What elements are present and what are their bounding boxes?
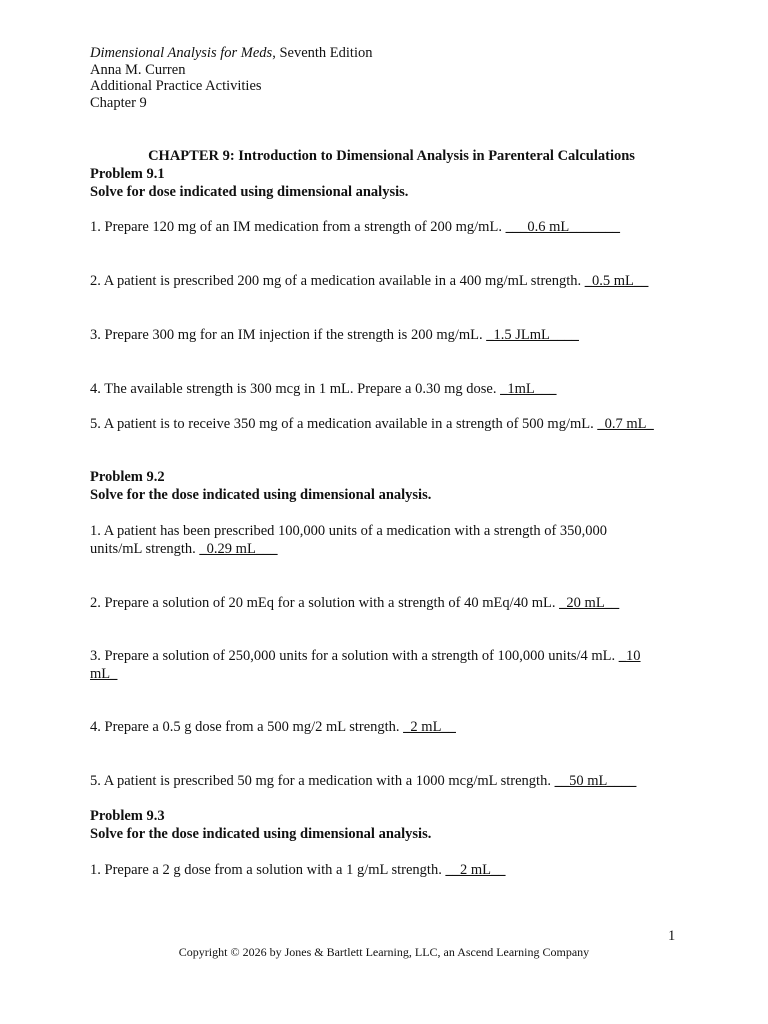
item-answer: _0.5 mL__ — [584, 273, 649, 289]
header-chapter: Chapter 9 — [90, 94, 147, 111]
item-answer: __2 mL__ — [445, 862, 506, 878]
problem-title: Problem 9.2 — [90, 469, 165, 485]
copyright-footer: Copyright © 2026 by Jones & Bartlett Learning, LLC, an Ascend Learning Company — [178, 945, 590, 959]
problem-item — [90, 219, 620, 237]
problem-title: Problem 9.3 — [90, 808, 165, 824]
item-text: 1. A patient has been prescribed 100,000 units of a medication with a strength of 350,000 — [90, 523, 608, 539]
problem-item — [90, 381, 556, 399]
header-book-line — [90, 45, 690, 62]
item-answer: _0.7 mL_ — [597, 416, 654, 432]
item-answer: _10 — [618, 648, 641, 664]
item-text: 1. Prepare 120 mg of an IM medication from a strength of 200 mg/mL. — [90, 219, 502, 235]
problem-item — [90, 595, 619, 613]
problem-item — [90, 773, 636, 791]
chapter-title: CHAPTER 9: Introduction to Dimensional Analysis in Parenteral Calculations — [148, 148, 635, 164]
item-answer: mL_ — [90, 666, 118, 682]
header-author: Anna M. Curren — [90, 61, 186, 78]
item-answer: _2 mL__ — [403, 719, 456, 735]
problem-item — [90, 862, 505, 880]
problem-instruction: Solve for the dose indicated using dimensional analysis. — [90, 826, 432, 842]
item-answer: __50 mL____ — [554, 773, 637, 789]
problem-item — [90, 327, 579, 345]
item-answer: ___0.6 mL_______ — [505, 219, 620, 235]
page-number: 1 — [668, 928, 676, 944]
item-text: 2. Prepare a solution of 20 mEq for a solution with a strength of 40 mEq/40 mL. — [90, 595, 556, 611]
problem-instruction: Solve for dose indicated using dimensional analysis. — [90, 184, 409, 200]
problem-item-continued — [90, 666, 117, 684]
item-text: 5. A patient is to receive 350 mg of a medication available in a strength of 500 mg/mL. — [90, 416, 594, 432]
item-text: 2. A patient is prescribed 200 mg of a medication available in a 400 mg/mL strength. — [90, 273, 582, 289]
problem-item — [90, 416, 654, 434]
book-title: Dimensional Analysis for Meds — [90, 45, 273, 61]
item-text: 4. Prepare a 0.5 g dose from a 500 mg/2 mL strength. — [90, 719, 400, 735]
document-page — [90, 45, 690, 111]
problem-item — [90, 648, 641, 666]
problem-item — [90, 719, 456, 737]
item-answer: _0.29 mL___ — [199, 541, 278, 557]
book-edition: , Seventh Edition — [272, 45, 373, 61]
item-text: 5. A patient is prescribed 50 mg for a medication with a 1000 mcg/mL strength. — [90, 773, 551, 789]
item-text: units/mL strength. — [90, 541, 196, 557]
item-text: 3. Prepare a solution of 250,000 units for a solution with a strength of 100,000 units/4 mL. — [90, 648, 616, 664]
problem-title: Problem 9.1 — [90, 166, 165, 182]
problem-instruction: Solve for the dose indicated using dimensional analysis. — [90, 487, 432, 503]
item-answer: _1mL___ — [500, 381, 557, 397]
item-answer: _20 mL__ — [559, 595, 620, 611]
header-activity: Additional Practice Activities — [90, 78, 262, 94]
problem-item — [90, 523, 607, 541]
item-answer: _1.5 JLmL____ — [486, 327, 579, 343]
item-text: 3. Prepare 300 mg for an IM injection if the strength is 200 mg/mL. — [90, 327, 483, 343]
item-text: 4. The available strength is 300 mcg in 1 mL. Prepare a 0.30 mg dose. — [90, 381, 497, 397]
problem-item-continued — [90, 541, 278, 559]
item-text: 1. Prepare a 2 g dose from a solution with a 1 g/mL strength. — [90, 862, 442, 878]
problem-item — [90, 273, 648, 291]
